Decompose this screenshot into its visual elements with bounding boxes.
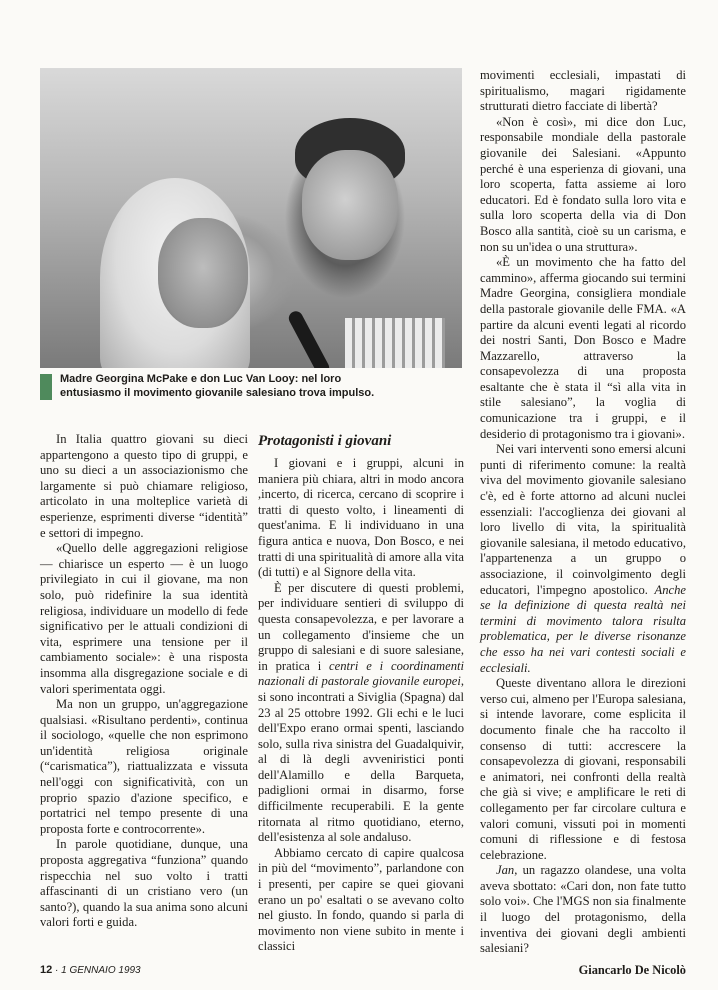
paragraph: Ma non un gruppo, un'aggregazione qualsiasi. «Risultano perdenti», continua il sociologo, «quelle che non esprimono un'identità religiosa originale (“carismatica”), riattualizzata e vissuta nell'oggi con significatività, con un proprio spazio d'azione specifico, e portatrici nel tempo presente di una proposta forte e controcorrente». [40,697,248,836]
paragraph [258,581,464,846]
text-run: , si sono incontrati a Siviglia (Spagna) dal 23 al 25 ottobre 1992. Gli echi e le luci dell'Expo erano ormai spenti, lasciando solo, sulla riva sinistra del Guadalquivir, al di là degli avveniristici ponti dell'Alamillo e della Barqueta, padiglioni ormai in disarmo, forse difficilmente recuperabili. E la gente ritornata al ritmo quotidiano, eterno, dell'esistenza al sole andaluso. [258,674,464,845]
page-number: 12 [40,964,53,976]
photo-figure-man-face [302,150,398,260]
text-run-italic: Jan [496,863,515,878]
paragraph [480,442,686,676]
column-1 [40,432,248,931]
text-run: È per discutere di questi problemi, per individuare sentieri di sviluppo di questa consapevolezza, e per lavorare a un collegamento d'insieme che un gruppo di salesiani e di suore salesiane, in pratica i [258,580,464,673]
photo-caption: Madre Georgina McPake e don Luc Van Looy: nel loro entusiasmo il movimento giovanile salesiano trova impulso. [60,373,375,399]
paragraph: In Italia quattro giovani su dieci appartengono a questo tipo di gruppi, e uno su dieci a un associazionismo che largamente si può chiamare religioso, articolato in una molteplice varietà di esperienze, esprimenti diverse “identità” e settori di impegno. [40,432,248,540]
photo-microphone [286,309,331,368]
section-heading: Protagonisti i giovani [258,433,392,449]
article-photo [40,68,462,368]
column-3 [480,68,686,978]
paragraph-continued: movimenti ecclesiali, impastati di spiritualismo, magari rigidamente strutturati dietro facciate di libertà? [480,68,686,114]
text-run: , un ragazzo olandese, una volta aveva sbottato: «Cari don, non fate tutto solo voi». Che l'MGS non sia finalmente il luogo del protagonismo, della inventiva dei giovani degli ambienti salesiani? [480,863,686,956]
text-run-italic: centri e i coordinamenti nazionali di pastorale giovanile europei [258,658,464,689]
issue-date: · 1 GENNAIO 1993 [55,965,141,976]
paragraph: Queste diventano allora le direzioni verso cui, almeno per l'Europa salesiana, si intende lavorare, come esplicita il documento finale che ha raccolto il consenso di tutti: accrescere la consapevolezza di giovani, responsabili e animatori, nei confronti della realtà che già si vive; e amplificare le reti di collegamento per far circolare cultura e valori comuni, vissuti poi in momenti comuni di riflessione e di festosa celebrazione. [480,676,686,862]
photo-accordion [345,318,445,368]
caption-marker [40,374,52,400]
paragraph: «È un movimento che ha fatto del cammino», afferma giocando sui termini Madre Georgina, consigliera mondiale della pastorale giovanile delle FMA. «A partire da alcuni eventi legati al ricordo dei nostri Santi, Don Bosco e Madre Mazzarello, attraverso la consapevolezza di una proposta esaltante che è stata il “sì alla vita in stile salesiano”, la voglia di comunicazione tra i gruppi, e il desiderio di protagonismo tra i giovani». [480,255,686,441]
paragraph: I giovani e i gruppi, alcuni in maniera più chiara, altri in modo ancora ,incerto, di ricerca, cercano di scoprire i tratti di questo volto, i lineamenti di quest'anima. E li individuano in una figura antica e nuova, Don Bosco, e nei tratti di una spiritualità di amore alla vita (di tutti) e al Signore della vita. [258,456,464,580]
paragraph: «Quello delle aggregazioni religiose — chiarisce un esperto — è un luogo privilegiato in cui il giovane, ma non solo, può ridefinire la sua identità religiosa, individuare un modello di fede significativo per le attuali condizioni di vita, esprimere una tensione per il cambiamento sociale»: è una risposta insomma alla disgregazione sociale e di valori sperimentata oggi. [40,541,248,696]
photo-figure-nun-face [158,218,248,328]
column-2 [258,432,464,955]
text-run-italic: Anche se la definizione di questa realtà nei termini di movimento talora risulta problematica, per le diverse risonanze che esso ha nei vari contesti sociali e ecclesiali. [480,582,686,675]
text-run: Nei vari interventi sono emersi alcuni punti di riferimento comune: la realtà viva del movimento giovanile salesiano c'è, ed è forte attorno ad alcuni nuclei essenziali: l'accoglienza dei giovani al loro livello di vita, la spiritualità giovanile salesiana, il metodo educativo, l'appartenenza a un gruppo o associazione, il coinvolgimento degli educatori, l'impegno apostolico. [480,442,686,597]
paragraph [480,863,686,957]
paragraph: «Non è così», mi dice don Luc, responsabile mondiale della pastorale giovanile dei Salesiani. «Appunto perché è una esperienza di giovani, una loro scoperta, fatta assieme ai loro educatori. Ed è fondato sulla loro vita e sulla loro scoperta della via di Don Bosco alla santità, cioè su un carisma, e non su un'idea o una struttura». [480,114,686,254]
paragraph: Abbiamo cercato di capire qualcosa in più del “movimento”, parlandone con i presenti, per capire se quei giovani erano un po' esaltati o se avevano colto nel giusto. In fondo, quando si parla di movimento non viene subito in mente i classici [258,845,464,954]
page-folio [40,964,141,976]
paragraph: In parole quotidiane, dunque, una proposta aggregativa “funziona” quando rispecchia nel suo volto i tratti affascinanti di un cristiano vero (un santo?), quando la sua anima sono alcuni valori forti e guida. [40,837,248,930]
author-signature: Giancarlo De Nicolò [578,962,686,977]
